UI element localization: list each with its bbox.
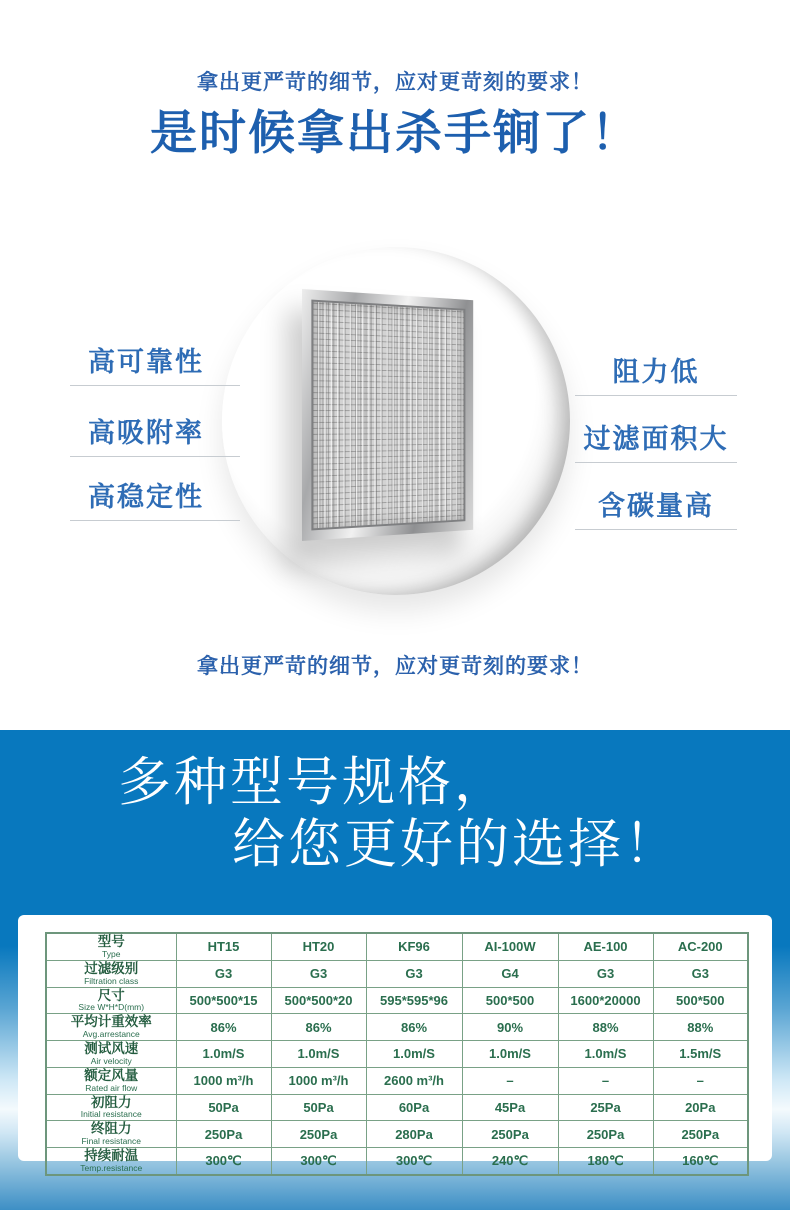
table-cell: AE-100 (558, 933, 653, 960)
table-cell: 240℃ (462, 1148, 558, 1175)
row-header-en: Avg.arrestance (82, 1029, 140, 1040)
table-cell: 50Pa (271, 1094, 366, 1121)
row-header-zh: 过滤级别 (84, 960, 139, 976)
filter-frame (302, 289, 473, 541)
table-cell: G3 (271, 960, 366, 987)
row-header (46, 1148, 176, 1175)
row-header (46, 987, 176, 1014)
table-cell: 500*500 (462, 987, 558, 1014)
feature-underline (575, 529, 737, 530)
table-cell: 250Pa (176, 1121, 271, 1148)
table-cell: 86% (176, 1014, 271, 1041)
feature-label: 含碳量高 (598, 491, 714, 521)
table-cell: 86% (366, 1014, 462, 1041)
table-cell: 88% (558, 1014, 653, 1041)
feature-label: 高稳定性 (88, 482, 204, 512)
filter-mesh (311, 300, 465, 531)
table-cell: 2600 m³/h (366, 1067, 462, 1094)
table-cell: 1600*20000 (558, 987, 653, 1014)
table-cell: 60Pa (366, 1094, 462, 1121)
table-cell: 1.0m/S (558, 1041, 653, 1068)
table-cell: 250Pa (558, 1121, 653, 1148)
table-cell: 300℃ (176, 1148, 271, 1175)
table-row (46, 1148, 748, 1175)
table-cell: G3 (176, 960, 271, 987)
row-header-en: Size W*H*D(mm) (78, 1002, 145, 1013)
table-cell: 1.5m/S (653, 1041, 748, 1068)
table-cell: 25Pa (558, 1094, 653, 1121)
table-cell: 86% (271, 1014, 366, 1041)
table-cell: 90% (462, 1014, 558, 1041)
table-cell: G3 (653, 960, 748, 987)
table-cell: 45Pa (462, 1094, 558, 1121)
table-cell: AC-200 (653, 933, 748, 960)
row-header (46, 1094, 176, 1121)
table-row (46, 1094, 748, 1121)
table-cell: G3 (558, 960, 653, 987)
row-header-zh: 持续耐温 (84, 1148, 139, 1164)
hero-tagline: 拿出更严苛的细节，应对更苛刻的要求！ (197, 71, 593, 94)
row-header (46, 1067, 176, 1094)
table-row (46, 1014, 748, 1041)
table-cell: – (558, 1067, 653, 1094)
row-header-en: Initial resistance (80, 1109, 142, 1120)
table-cell: 50Pa (176, 1094, 271, 1121)
row-header-en: Type (102, 948, 121, 959)
feature-label: 高吸附率 (88, 418, 204, 448)
row-header (46, 960, 176, 987)
table-cell: – (653, 1067, 748, 1094)
spec-table (45, 932, 749, 1176)
table-cell: 180℃ (558, 1148, 653, 1175)
table-cell: 595*595*96 (366, 987, 462, 1014)
banner-headline-line2: 给您更好的选择！ (232, 815, 680, 874)
row-header-zh: 额定风量 (84, 1067, 139, 1083)
table-cell: 88% (653, 1014, 748, 1041)
table-row (46, 987, 748, 1014)
table-cell: G3 (366, 960, 462, 987)
table-row (46, 1041, 748, 1068)
table-cell: 1.0m/S (462, 1041, 558, 1068)
table-cell: 1000 m³/h (176, 1067, 271, 1094)
feature-underline (575, 395, 737, 396)
feature-item (575, 350, 737, 396)
table-cell: HT20 (271, 933, 366, 960)
row-header-zh: 尺寸 (97, 987, 125, 1003)
table-cell: 500*500*15 (176, 987, 271, 1014)
row-header-en: Temp.resistance (80, 1162, 143, 1173)
mid-tagline: 拿出更严苛的细节，应对更苛刻的要求！ (197, 655, 593, 678)
table-cell: 250Pa (271, 1121, 366, 1148)
feature-underline (70, 456, 240, 457)
row-header-zh: 测试风速 (84, 1041, 139, 1057)
table-row (46, 1121, 748, 1148)
feature-item (70, 411, 240, 457)
table-cell: 1.0m/S (176, 1041, 271, 1068)
row-header (46, 1121, 176, 1148)
table-cell: – (462, 1067, 558, 1094)
row-header-en: Air velocity (90, 1055, 132, 1066)
feature-label: 高可靠性 (88, 347, 204, 377)
feature-underline (70, 385, 240, 386)
table-cell: 250Pa (653, 1121, 748, 1148)
row-header (46, 1014, 176, 1041)
table-cell: G4 (462, 960, 558, 987)
feature-label: 阻力低 (612, 357, 700, 387)
table-row (46, 1067, 748, 1094)
table-cell: KF96 (366, 933, 462, 960)
table-cell: AI-100W (462, 933, 558, 960)
row-header-zh: 终阻力 (91, 1121, 132, 1137)
page-title: 是时候拿出杀手锏了！ (150, 106, 640, 159)
table-cell: 20Pa (653, 1094, 748, 1121)
table-cell: 500*500 (653, 987, 748, 1014)
table-cell: 300℃ (366, 1148, 462, 1175)
table-cell: HT15 (176, 933, 271, 960)
table-cell: 1.0m/S (366, 1041, 462, 1068)
table-cell: 280Pa (366, 1121, 462, 1148)
feature-item (575, 484, 737, 530)
table-cell: 250Pa (462, 1121, 558, 1148)
table-cell: 500*500*20 (271, 987, 366, 1014)
table-cell: 1000 m³/h (271, 1067, 366, 1094)
row-header-zh: 平均计重效率 (70, 1014, 152, 1030)
table-row (46, 960, 748, 987)
banner-headline-line1: 多种型号规格， (118, 753, 510, 812)
table-cell: 1.0m/S (271, 1041, 366, 1068)
row-header-zh: 初阻力 (91, 1094, 132, 1110)
feature-item (575, 417, 737, 463)
table-row (46, 933, 748, 960)
feature-label: 过滤面积大 (583, 424, 729, 454)
feature-item (70, 340, 240, 386)
table-cell: 300℃ (271, 1148, 366, 1175)
row-header-en: Final resistance (81, 1136, 142, 1147)
row-header-en: Filtration class (84, 975, 139, 986)
row-header (46, 1041, 176, 1068)
feature-underline (575, 462, 737, 463)
row-header-en: Rated air flow (85, 1082, 138, 1093)
feature-underline (70, 520, 240, 521)
table-cell: 160℃ (653, 1148, 748, 1175)
feature-item (70, 475, 240, 521)
row-header-zh: 型号 (97, 934, 125, 949)
product-photo-metal-mesh-filter (302, 289, 473, 541)
row-header (46, 933, 176, 960)
